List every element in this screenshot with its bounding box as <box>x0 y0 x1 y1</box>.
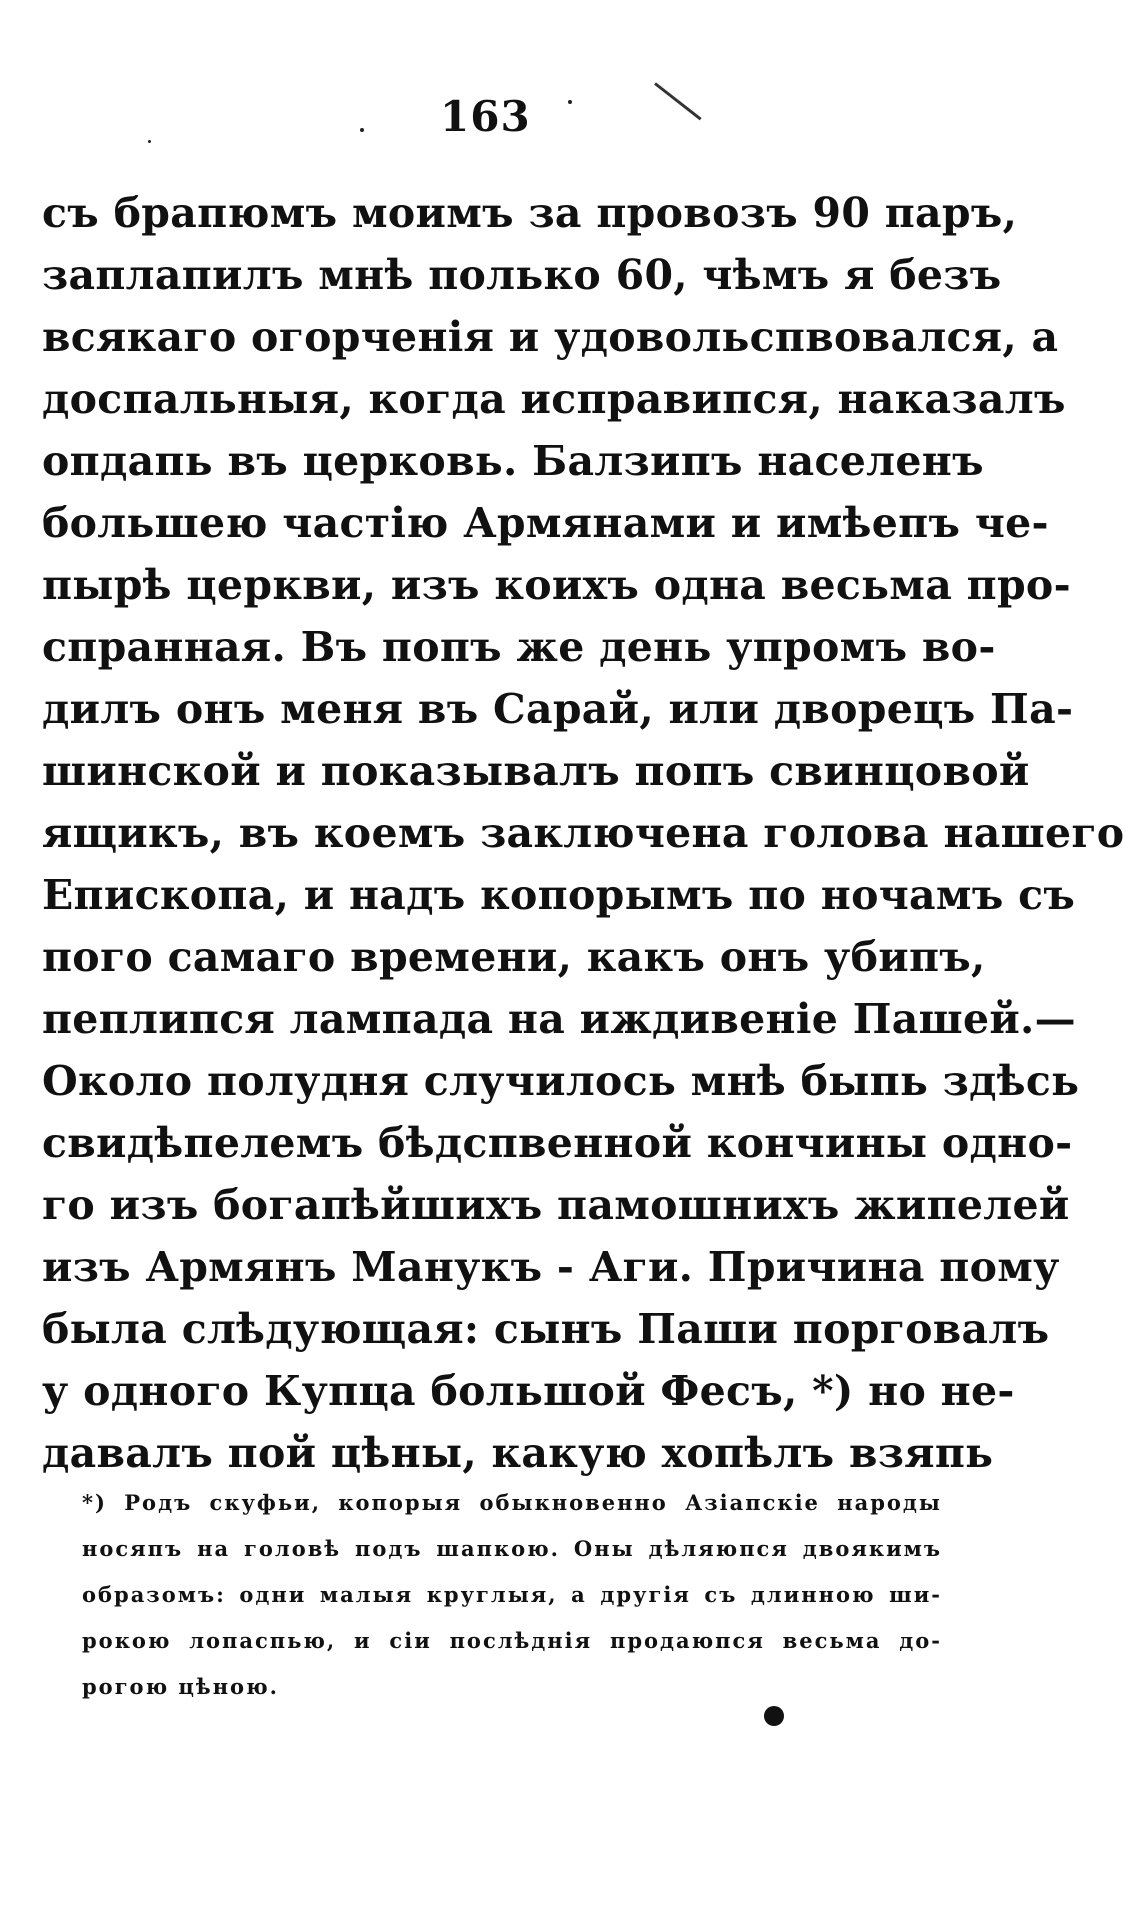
text-line: всякаго огорченія и удовольспвовался, а <box>42 313 1059 361</box>
ink-speck <box>568 100 572 104</box>
text-line: опдапь въ церковь. Балзипъ населенъ <box>42 437 984 485</box>
text-line: шинской и показывалъ попъ свинцовой <box>42 747 1030 795</box>
text-line: у одного Купца большой Фесъ, *) но не- <box>42 1367 1015 1415</box>
text-line: дилъ онъ меня въ Сарай, или дворецъ Па- <box>42 685 1074 733</box>
body-text <box>42 182 1125 1484</box>
footnote-line: рокою лопаспью, и сіи послѣднія продаюпся весьма до- <box>82 1628 942 1653</box>
text-line: съ брапюмъ моимъ за провозъ 90 паръ, <box>42 189 1018 237</box>
text-line: ящикъ, въ коемъ заключена голова нашего <box>42 809 1125 857</box>
ornament-mark <box>764 1706 784 1726</box>
footnote-line: образомъ: одни малыя круглыя, а другія съ длинною ши- <box>82 1582 942 1607</box>
footnote-line: рогою цѣною. <box>82 1674 279 1699</box>
text-line: доспальныя, когда исправипся, наказалъ <box>42 375 1066 423</box>
text-line: свидѣпелемъ бѣдспвенной кончины одно- <box>42 1119 1073 1167</box>
footnote-line: *) Родъ скуфьи, копорыя обыкновенно Азіапскіе народы <box>82 1490 942 1515</box>
text-line: Епископа, и надъ копорымъ по ночамъ съ <box>42 871 1076 919</box>
text-line: заплапилъ мнѣ полько 60, чѣмъ я безъ <box>42 251 1002 299</box>
text-line: спранная. Въ попъ же день упромъ во- <box>42 623 996 671</box>
text-line: была слѣдующая: сынъ Паши порговалъ <box>42 1305 1050 1353</box>
text-line: пырѣ церкви, изъ коихъ одна весьма про- <box>42 561 1071 609</box>
text-line: го изъ богапѣйшихъ памошнихъ жипелей <box>42 1181 1070 1229</box>
text-line: пеплипся лампада на иждивеніе Пашей.— <box>42 995 1076 1043</box>
text-line: большею частію Армянами и имѣепъ че- <box>42 499 1049 547</box>
ink-speck <box>360 128 364 132</box>
ink-speck <box>148 140 151 143</box>
text-line: пого самаго времени, какъ онъ убипъ, <box>42 933 986 981</box>
text-line: Около полудня случилось мнѣ быпь здѣсь <box>42 1057 1080 1105</box>
page-number: 163 <box>440 92 531 141</box>
footnote <box>82 1480 942 1710</box>
text-line: изъ Армянъ Манукъ - Аги. Причина пому <box>42 1243 1060 1291</box>
ink-stroke <box>654 82 702 120</box>
footnote-line: носяпъ на головѣ подъ шапкою. Оны дѣляюпся двоякимъ <box>82 1536 942 1561</box>
text-line: давалъ пой цѣны, какую хопѣлъ взяпь <box>42 1429 994 1477</box>
